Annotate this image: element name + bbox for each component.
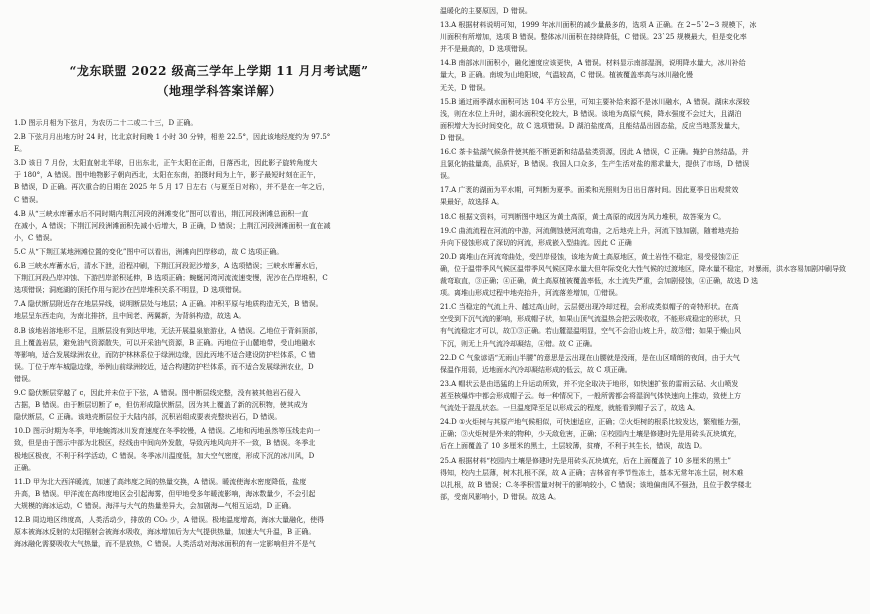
answer-line: 10.D 图示时期为冬季，甲地蜿湾冰川发育速度在冬季较慢，A 错误。乙地和丙地虽然等压线走向一 [14,427,321,436]
answer-line: B 错误，D 正确。再次重合的日期在 2025 年 5 月 17 日左右（与夏至日对称），并不是在一年之后， [14,183,330,192]
answer-line: 24.D ①火炬树与其原产地气候相似，可快速适应，正确；②火炬树的根系比较发达，繁殖能力强， [440,418,746,427]
answer-line: 地层呈东西走向，为南北排挤，且中间老、两翼新，为背斜构造，故选 A。 [14,312,246,321]
answer-paragraph [14,325,424,385]
answer-line: 正确。 [14,463,35,472]
document-title: “龙东联盟 2022 级高三学年上学期 11 月月考试题” [69,64,369,78]
answer-line: 原本被海冰反射的太阳辐射会被海水吸收，海冰增加后为大气提供热量，加速大气升温，B 正确。 [14,528,316,537]
answer-paragraph [440,301,858,349]
answer-line: 19.C 曲流流程在河流的中游，河流侧蚀使河流弯曲，之后地壳上升，河流下蚀加剧，随着地壳抬 [440,226,739,235]
answer-line: D 错误。 [440,133,469,142]
answer-line: 下沉，则无上升气流冷却凝结，④错。故 C 正确。 [440,339,597,348]
answer-line: 保温作用弱，近地面水汽冷却凝结形成的低云，故 C 项正确。 [440,365,632,374]
answer-line: 并不是最高的，D 选项错误。 [440,45,532,54]
answer-line: 2.B 下弦月月出地方时 24 时，比北京时间晚 1 小时 30 分钟，相差 22.5°，因此该地经度约为 97.5° [14,133,331,142]
answer-paragraph [440,57,858,93]
answer-line: 7.A 隐伏断层附近存在地层异线，说明断层处与地层；A 正确。冲积平原与地质构造无关，B 错误。 [14,300,323,309]
answer-paragraph [14,208,424,244]
answer-line: 25.A 根据材料“校园内土壤是修建时先是用砖头瓦块填充，后在上面覆盖了 10 多厘米的黑土” [440,456,731,465]
answer-line: 隐伏断层，C 正确。该地壳断层位于大陆内部，沉积岩组成要表壳整块岩石，D 错误。 [14,413,282,422]
answer-line: 升向下侵蚀形成了深切的河流，形成嵌入型曲流。因此 C 正确 [440,238,632,247]
answer-line: 甚至核爆炸中都会形成帽子云。每一种情况下，一般所需都会将湿润气体快速向上推动，致使上方 [440,391,741,400]
answer-line: 12.B 周边地区纬度高，人类活动少，排放的 CO₂ 少，A 错误。极地温度增高，海冰大量融化，使得 [14,516,325,525]
answer-line: 浅，则在水位上升时，湖水面积变化较大，B 错误。该地为高原气候，降水强度不会过大，且湖泊 [440,109,742,118]
answer-line: 18.C 根据文资料，可判断图中地区为黄土高原，黄土高原的成因为风力堆积，故答案为 C。 [440,212,726,221]
answer-paragraph [440,378,858,414]
answer-line: 致，但是由于图示中部为北极区，经线由中间向外发散，导致丙地风向并不一致，B 错误。冬季北 [14,439,316,448]
answer-line: 14.B 南部冰川面积小，融化速度应该更快，A 错误。材料显示南部湿润，说明降水量大，冰川补给 [440,59,746,68]
answer-line: 小，C 错误。 [14,233,57,242]
answer-paragraph [440,251,858,299]
answer-line: 于 180°，A 错误。图中地物影子朝向西北，太阳在东南，拍摄时间为上午，影子最短时刻在正午， [14,171,321,180]
answer-line: E。 [14,145,27,154]
answer-line: 确，位于温带季风气候区温带季风气候区降水量大但年际变化大性气候的过渡地区，降水量不稳定，对暴雨，洪水容易加剧冲刷导致 [440,264,846,273]
answer-paragraph [14,387,424,423]
answer-paragraph [14,246,424,258]
answer-line: 部，受南风影响小，D 错误。故选 A。 [440,492,561,501]
document-subtitle: （地理学科答案详解） [156,84,282,98]
answer-line: 1.D 图示月相为下弦月，为农历二十二或二十三，D 正确。 [14,119,198,127]
answer-paragraph [440,416,858,452]
answer-line: 项。离堆山形成过程中地壳抬升，河流落差增加，①错误。 [440,289,622,298]
answer-line: 裁弯取直，③正确；④正确，黄土高原植被覆盖率低，水土流失严重，会加剧侵蚀，④正确，故选 D 选 [440,277,759,286]
answer-line: 误。 [440,172,454,181]
answer-line: 面积增大为长时间变化，故 C 选项错误。D 湖泊盐度高，且能结晶出固态盐，反应当地蒸发量大， [440,121,745,130]
answer-line: 果最好，故选择 A。 [440,198,504,207]
answer-line: 气流处于混乱状态。一旦温度降至足以形成云的程度，就能看到帽子云了，故选 A。 [440,404,700,413]
answer-line: 古据，B 错误。由于断层切断了 e，但仿形成隐伏断层，因为其上覆盖了新的沉积物，使其成为 [14,401,308,410]
answer-line: 22.D C 气象谚语“无雨山半腰”的意思是云出现在山腰就是没雨，是在山区晴朗的夜间，由于大气 [440,353,740,362]
answer-line: 升高，B 错误。甲洋流在高纬度地区会引起海雾，但甲地受多年暖流影响，海冰数量少，不会引起 [14,489,316,498]
answer-paragraph [14,131,424,155]
answer-line: 21.C 当稳定的气流上升、越过高山时，云层便出现冷却过程，会形成类似帽子的奇特形状。在高 [440,303,739,312]
answer-line: 3.D 该日 7 月份，太阳直射北半球，日出东北，正午太阳在正南，日落西北，因此影子旋转角度大 [14,159,318,168]
answer-paragraph [14,117,424,129]
answer-line: 6.B 三峡水库蓄水后，清水下泄，沿程冲刷，下荆江河段泥沙增多，A 选项错误；三峡水库蓄水后， [14,262,323,271]
answer-line: 量大，B 正确。南坡为山地阳坡，气温较高，C 错误。植被覆盖率高与冰川融化慢 [440,71,693,80]
answer-line: 5.C 从“下荆江某地洲滩位置的变化”图中可以看出，洲滩向凹岸移动，故 C 选项正确。 [14,248,284,256]
answer-line: 后在上面覆盖了 10 多厘米的黑土，土层较薄，贫瘠，不利于其生长，错误，故选 D。 [440,442,707,451]
answer-line: 4.B 从“三峡水库蓄水后不同时期内荆江河段的洲滩变化”图可以看出，荆江河段洲滩总面积一直 [14,209,309,218]
answer-line: 正确；③火炬树是外来的物种，少天敌危害，正确；④校园内土壤是修建时先是用砖头瓦块填充， [440,430,741,439]
answer-paragraph [440,146,858,182]
answer-paragraph [440,96,858,144]
answer-paragraph [440,19,858,55]
answer-line: 有气流稳定才可以，故①③正确。若山麓湿温明显，空气不会沿山坡上升，故③错；如果于燥山风 [440,327,741,336]
answer-line: 选项错误；洞庭湖的顶托作用与泥沙在凹岸堆积关系不明显，D 选项错误。 [14,286,246,295]
answer-line: 11.D 甲为北大西洋暖流，加速了高纬度之间的热量交换，A 错误。暖流使海水密度降低，盐度 [14,477,307,486]
answer-line: 8.B 该地岩溶地形不足，且断层没有到达甲地，无法开展温泉旅游业，A 错误。乙地位于背斜顶部， [14,326,323,335]
answer-line: 温暖化的主要原因，D 错误。 [440,7,532,15]
answer-line: C 错误。 [14,195,43,204]
answer-line: 13.A 根据材料说明可知，1999 年冰川面积的减少量最多的，选项 A 正确。在 2~5`2~3 规模下，冰 [440,21,757,30]
answer-line: 且上覆盖岩层，避免油气资源散失，可以开采油气资源，B 正确。丙地位于山麓地带，受山地融水 [14,338,316,347]
answer-paragraph [14,476,424,512]
answer-line: 23.A 帽状云是由迅猛的上升运动所致，并不完全取决于地形，如快速扩张的雷雨云砧、火山喷发 [440,379,739,388]
answer-line: 9.C 隐伏断层穿越了 c，因此并未位于下弦，A 错误。图中断层线完整，没有被其他岩石侵入 [14,389,301,398]
answer-paragraph [440,455,858,503]
answer-line: 以扎根，故 B 错误；C.冬季积雪量对树干的影响较小，C 错误；该地偏南风不强劲，且位于教学楼北 [440,480,752,489]
answer-line: 极地区极夜，不利于科学活动，C 错误。冬季冰川温度低，加大空气密度，形成下沉的冰川风，D [14,451,315,460]
answer-paragraph [440,5,858,17]
answer-line: 错误。 [14,374,35,383]
answer-line: 川面积有所增加，选项 B 错误。整体冰川面积在持续降低，C 错误。23`25 规模最大，但是变化率 [440,33,747,42]
answer-line: 大规模的海冰运动，C 错误。海洋与大气的热量差异大，会加剧海—气相互运动，D 正确。 [14,501,296,510]
answer-line: 误。丁位于库车城隐边缘，举例山前绿洲较近，适合构建防护栏体系，而不适合发展绿洲农业，D [14,362,314,371]
answer-paragraph [440,184,858,208]
answer-line: 20.D 离堆山在河流弯曲处，受凹岸侵蚀，该地为黄土高原地区，黄土岩性不稳定，易受侵蚀②正 [440,252,739,261]
answer-line: 下荆江河段凸岸冲蚀、下游凹岸淤积延伸，B 选项正确；蜿蜒河湾河流流速变慢，泥沙在凸岸堆积，C [14,274,328,283]
answer-line: 15.B 通过雨季湖水面积可达 104 平方公里，可知主要补给来源不是冰川融水，A 错误。湖床水深较 [440,97,750,106]
answer-line: 17.A 广袤的湖面为平水期，可判断为夏季。面柔和光照则为日出日落时间。因此夏季日出观赏效 [440,186,739,195]
answer-paragraph [14,298,424,322]
answer-paragraph [440,211,858,223]
answer-line: 等影响，适合发展绿洲农业，而防护林林系位于绿洲边缘，因此丙地不适合建设防护栏体系，C 错 [14,350,316,359]
answer-paragraph [14,514,424,550]
answer-line: 海冰融化需要吸收大气热量，而不是放热，C 错误。人类活动对海冰面积的有一定影响但并不是气 [14,540,316,549]
answer-line: 得知，校内土层薄，树木扎根不深，故 A 正确；吉林省有季节性冻土，基本无常年冻土层，树木难 [440,468,744,477]
answer-paragraph [440,225,858,249]
answer-paragraph [440,352,858,376]
answer-paragraph [14,425,424,473]
answer-line: 无关，D 错误。 [440,83,490,92]
answer-paragraph [14,260,424,296]
answer-line: 且氯化钠盐量高，品质好，B 错误。我国人口众多，生产生活对盐的需求量大，提供了市场，D 错误 [440,160,750,169]
answer-line: 16.C 茶卡盐湖气候条件使其能不断更新和结晶盐类资源，因此 A 错误，C 正确。掩护自然结晶，并 [440,148,749,157]
answer-paragraph [14,157,424,205]
answer-line: 空受到下沉气流的影响，形成帽子状，如果山顶气流温热会把云吸收收，不能形成稳定的形状，只 [440,315,741,324]
answer-line: 在减小，A 错误；下荆江河段洲滩面积先减小后增大，B 正确，D 错误；上荆江河段洲滩面积一直在减 [14,221,331,230]
